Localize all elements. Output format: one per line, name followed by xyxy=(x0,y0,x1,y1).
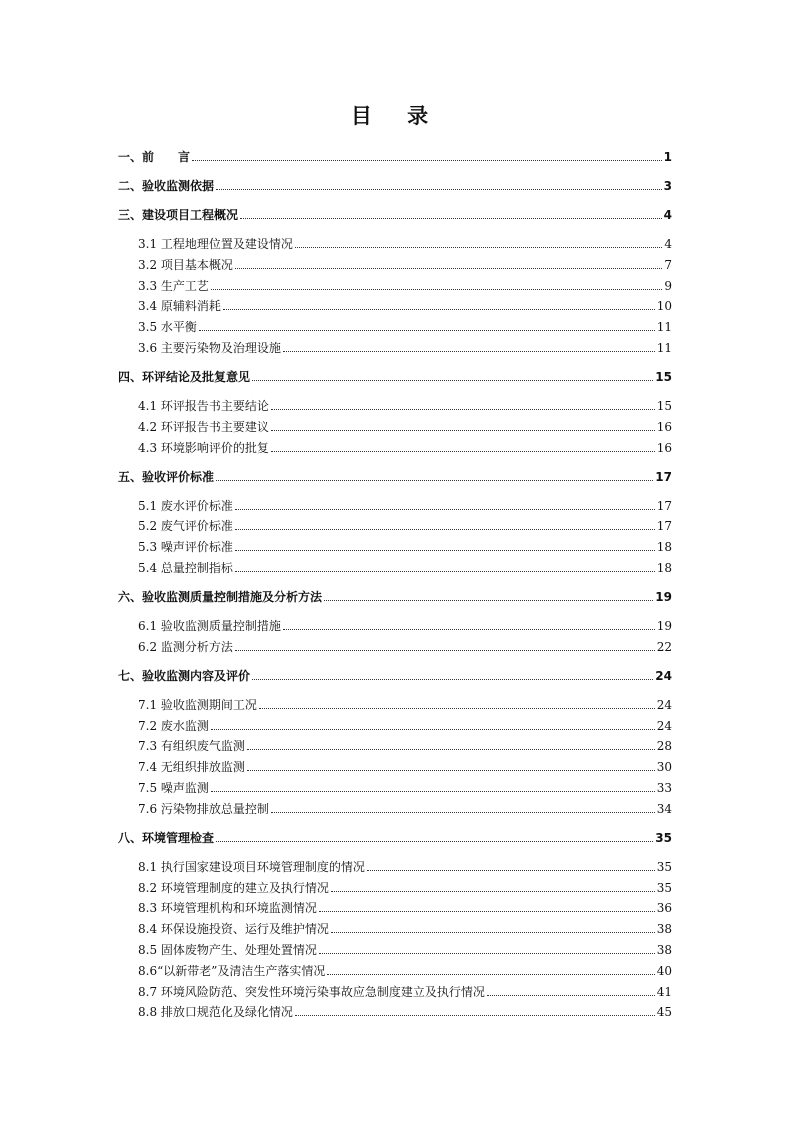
toc-page-number: 35 xyxy=(656,880,672,895)
toc-page-number: 17 xyxy=(656,519,672,534)
toc-page-number: 11 xyxy=(656,320,672,335)
toc-page-number: 24 xyxy=(655,668,672,683)
dot-leader xyxy=(216,469,653,481)
toc-page-number: 35 xyxy=(656,859,672,874)
dot-leader xyxy=(319,942,655,954)
toc-page-number: 35 xyxy=(655,830,672,845)
toc-entry-title: 6.1 验收监测质量控制措施 xyxy=(138,619,281,633)
toc-page-number: 24 xyxy=(656,697,672,712)
toc-entry-title: 5.1 废水评价标准 xyxy=(138,498,233,513)
toc-section-entry[interactable] xyxy=(118,858,672,876)
toc-entry-title: 5.2 废气评价标准 xyxy=(138,519,233,534)
toc-page-number: 36 xyxy=(656,901,672,916)
toc-page-number: 18 xyxy=(656,561,672,575)
toc-entry-title: 六、验收监测质量控制措施及分析方法 xyxy=(118,590,323,604)
toc-section-entry[interactable] xyxy=(118,538,672,556)
toc-page-number: 30 xyxy=(656,760,672,775)
toc-section-entry[interactable] xyxy=(118,277,672,295)
dot-leader xyxy=(199,319,655,331)
toc-section-entry[interactable] xyxy=(118,1003,672,1021)
toc-entry-title: 7.3 有组织废气监测 xyxy=(138,739,245,754)
toc-entry-title: 3.6 主要污染物及治理设施 xyxy=(138,341,281,355)
toc-section-entry[interactable] xyxy=(118,617,672,635)
toc-entry-title: 3.4 原辅料消耗 xyxy=(138,299,221,314)
toc-entry-title: 7.1 验收监测期间工况 xyxy=(138,697,257,712)
toc-section-entry[interactable] xyxy=(118,638,672,656)
toc-page-number: 45 xyxy=(656,1005,672,1020)
toc-entry-title: 一、前 言 xyxy=(118,150,191,164)
toc-section-entry[interactable] xyxy=(118,758,672,776)
toc-entry-title: 7.5 噪声监测 xyxy=(138,781,209,795)
dot-leader xyxy=(235,257,662,269)
toc-chapter-entry[interactable] xyxy=(118,177,672,195)
toc-chapter-entry[interactable] xyxy=(118,468,672,486)
dot-leader xyxy=(331,880,655,892)
dot-leader xyxy=(271,419,655,431)
toc-page-number: 38 xyxy=(656,943,672,957)
toc-entry-title: 三、建设项目工程概况 xyxy=(118,208,239,222)
dot-leader xyxy=(235,498,655,510)
toc-entry-title: 3.1 工程地理位置及建设情况 xyxy=(138,237,293,251)
toc-section-entry[interactable] xyxy=(118,517,672,535)
toc-section-entry[interactable] xyxy=(118,717,672,735)
dot-leader xyxy=(259,697,655,709)
dot-leader xyxy=(211,718,655,730)
dot-leader xyxy=(283,340,655,352)
toc-entry-title: 4.3 环境影响评价的批复 xyxy=(138,440,269,455)
toc-entry-title: 8.8 排放口规范化及绿化情况 xyxy=(138,1005,293,1020)
dot-leader xyxy=(235,560,655,572)
toc-page-number: 41 xyxy=(656,984,672,999)
toc-section-entry[interactable] xyxy=(118,779,672,797)
dot-leader xyxy=(319,900,655,912)
page-title: 目 录 xyxy=(350,104,443,128)
toc-entry-title: 8.6“以新带老”及清洁生产落实情况 xyxy=(138,963,326,978)
toc-section-entry[interactable] xyxy=(118,256,672,274)
toc-section-entry[interactable] xyxy=(118,559,672,577)
dot-leader xyxy=(271,398,655,410)
dot-leader xyxy=(367,859,655,871)
dot-leader xyxy=(327,963,654,975)
toc-page-number: 7 xyxy=(664,257,672,272)
toc-section-entry[interactable] xyxy=(118,439,672,457)
toc-section-entry[interactable] xyxy=(118,297,672,315)
toc-section-entry[interactable] xyxy=(118,899,672,917)
toc-entry-title: 7.6 污染物排放总量控制 xyxy=(138,801,269,816)
dot-leader xyxy=(295,1004,655,1016)
toc-section-entry[interactable] xyxy=(118,235,672,253)
toc-entry-title: 8.4 环保设施投资、运行及维护情况 xyxy=(138,922,329,937)
toc-page-number: 40 xyxy=(656,963,672,978)
toc-entry-title: 4.2 环评报告书主要建议 xyxy=(138,419,269,434)
toc-page-number: 17 xyxy=(656,498,672,513)
toc-entry-title: 七、验收监测内容及评价 xyxy=(118,668,251,683)
toc-page-number: 3 xyxy=(663,179,672,193)
dot-leader xyxy=(247,759,655,771)
dot-leader xyxy=(295,236,662,248)
dot-leader xyxy=(211,278,662,290)
dot-leader xyxy=(223,298,655,310)
dot-leader xyxy=(331,921,655,933)
dot-leader xyxy=(235,518,655,530)
toc-section-entry[interactable] xyxy=(118,737,672,755)
toc-page-number: 16 xyxy=(656,440,672,455)
toc-chapter-entry[interactable] xyxy=(118,829,672,847)
toc-entry-title: 8.2 环境管理制度的建立及执行情况 xyxy=(138,880,329,895)
toc-entry-title: 8.3 环境管理机构和环境监测情况 xyxy=(138,901,317,916)
toc-page-number: 22 xyxy=(656,639,672,654)
toc-page-number: 18 xyxy=(656,540,672,555)
dot-leader xyxy=(271,440,655,452)
toc-entry-title: 二、验收监测依据 xyxy=(118,179,215,193)
toc-entry-title: 5.4 总量控制指标 xyxy=(138,561,233,575)
toc-chapter-entry[interactable] xyxy=(118,368,672,386)
dot-leader xyxy=(235,539,655,551)
dot-leader xyxy=(252,668,653,680)
toc-page-number: 28 xyxy=(656,739,672,754)
toc-page-number: 4 xyxy=(663,208,672,222)
dot-leader xyxy=(283,618,655,630)
toc-section-entry[interactable] xyxy=(118,962,672,980)
toc-section-entry[interactable] xyxy=(118,418,672,436)
dot-leader xyxy=(211,780,655,792)
toc-page-number: 1 xyxy=(663,150,672,164)
toc-page-number: 24 xyxy=(656,718,672,733)
toc-section-entry[interactable] xyxy=(118,397,672,415)
toc-section-entry[interactable] xyxy=(118,339,672,357)
toc-page-number: 4 xyxy=(664,237,672,251)
toc-entry-title: 五、验收评价标准 xyxy=(118,469,215,484)
toc-page-number: 9 xyxy=(664,278,672,293)
toc-page-number: 17 xyxy=(655,469,672,484)
toc-entry-title: 四、环评结论及批复意见 xyxy=(118,370,251,384)
toc-section-entry[interactable] xyxy=(118,983,672,1001)
toc-section-entry[interactable] xyxy=(118,318,672,336)
toc-section-entry[interactable] xyxy=(118,800,672,818)
toc-section-entry[interactable] xyxy=(118,879,672,897)
toc-entry-title: 4.1 环评报告书主要结论 xyxy=(138,399,269,413)
dot-leader xyxy=(192,149,662,161)
toc-entry-title: 3.2 项目基本概况 xyxy=(138,257,233,272)
toc-page-number: 33 xyxy=(656,781,672,795)
toc-entry-title: 3.5 水平衡 xyxy=(138,320,197,335)
toc-chapter-entry[interactable] xyxy=(118,148,672,166)
toc-page-number: 38 xyxy=(656,922,672,937)
toc-chapter-entry[interactable] xyxy=(118,667,672,685)
toc-section-entry[interactable] xyxy=(118,941,672,959)
toc-entry-title: 3.3 生产工艺 xyxy=(138,278,209,293)
toc-chapter-entry[interactable] xyxy=(118,206,672,224)
toc-page-number: 11 xyxy=(656,341,672,355)
toc-section-entry[interactable] xyxy=(118,920,672,938)
dot-leader xyxy=(487,984,655,996)
toc-entry-title: 8.7 环境风险防范、突发性环境污染事故应急制度建立及执行情况 xyxy=(138,984,485,999)
toc-entry-title: 八、环境管理检查 xyxy=(118,830,215,845)
toc-page-number: 15 xyxy=(656,399,672,413)
dot-leader xyxy=(271,801,655,813)
toc-entry-title: 8.1 执行国家建设项目环境管理制度的情况 xyxy=(138,859,365,874)
toc-entry-title: 8.5 固体废物产生、处理处置情况 xyxy=(138,943,317,957)
toc-page-number: 15 xyxy=(655,370,672,384)
toc-page-number: 16 xyxy=(656,419,672,434)
dot-leader xyxy=(235,639,655,651)
toc-page-number: 34 xyxy=(656,801,672,816)
toc-page-number: 10 xyxy=(656,299,672,314)
toc-section-entry[interactable] xyxy=(118,696,672,714)
dot-leader xyxy=(216,178,662,190)
dot-leader xyxy=(252,369,653,381)
toc-entry-title: 6.2 监测分析方法 xyxy=(138,639,233,654)
toc-entry-title: 7.4 无组织排放监测 xyxy=(138,760,245,775)
toc-page-number: 19 xyxy=(656,619,672,633)
dot-leader xyxy=(240,207,662,219)
dot-leader xyxy=(324,589,653,601)
toc-chapter-entry[interactable] xyxy=(118,588,672,606)
dot-leader xyxy=(247,738,655,750)
dot-leader xyxy=(216,830,653,842)
toc-page-number: 19 xyxy=(655,590,672,604)
toc-entry-title: 7.2 废水监测 xyxy=(138,718,209,733)
toc-entry-title: 5.3 噪声评价标准 xyxy=(138,540,233,555)
toc-section-entry[interactable] xyxy=(118,497,672,515)
